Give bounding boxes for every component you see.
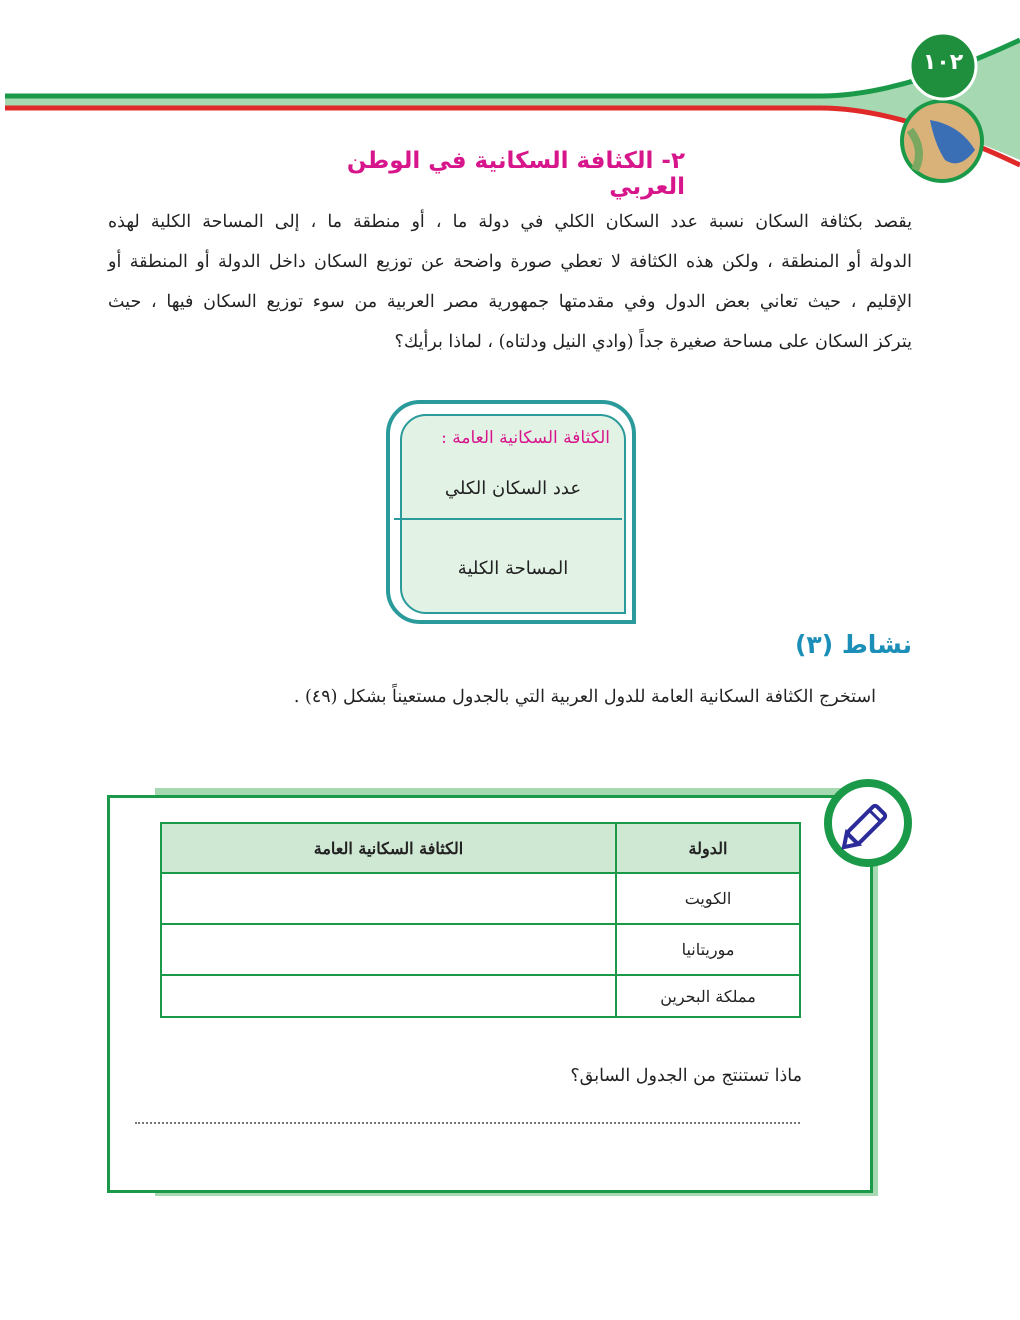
- paragraph-line: يتركز السكان على مساحة صغيرة جداً (وادي النيل ودلتاه) ، لماذا برأيك؟: [394, 332, 912, 352]
- country-cell: مملكة البحرين: [616, 975, 800, 1017]
- answer-line[interactable]: [135, 1110, 800, 1124]
- question-text: ماذا تستنتج من الجدول السابق؟: [570, 1066, 802, 1086]
- paragraph-line: الإقليم ، حيث تعاني بعض الدول وفي مقدمتها جمهورية مصر العربية من سوء توزيع السكان فيها ، حيث: [108, 292, 912, 312]
- activity-heading: نشاط (٣): [794, 630, 912, 659]
- section-title: ٢- الكثافة السكانية في الوطن العربي: [346, 148, 685, 200]
- formula-label: الكثافة السكانية العامة :: [441, 428, 610, 448]
- density-table: [160, 822, 801, 1018]
- header-density: الكثافة السكانية العامة: [161, 823, 616, 873]
- density-answer-cell[interactable]: [161, 924, 616, 975]
- density-answer-cell[interactable]: [161, 873, 616, 924]
- table-row: [161, 924, 800, 975]
- formula-box: [386, 400, 636, 624]
- map-thumbnail-icon: [902, 101, 982, 181]
- page-number: ١٠٢: [922, 50, 964, 75]
- activity-instruction: استخرج الكثافة السكانية العامة للدول العربية التي بالجدول مستعيناً بشكل (٤٩) .: [293, 687, 876, 707]
- country-cell: الكويت: [616, 873, 800, 924]
- fraction-line: [394, 518, 622, 520]
- paragraph-line: يقصد بكثافة السكان نسبة عدد السكان الكلي في دولة ما ، أو منطقة ما ، إلى المساحة الكلية لهذه: [108, 212, 912, 232]
- table-row: [161, 975, 800, 1017]
- table-header-row: [161, 823, 800, 873]
- pencil-icon: [822, 777, 914, 869]
- paragraph-line: الدولة أو المنطقة ، ولكن هذه الكثافة لا تعطي صورة واضحة عن توزيع السكان داخل الدولة أو المنطقة أو: [108, 252, 912, 272]
- header-country: الدولة: [616, 823, 800, 873]
- density-answer-cell[interactable]: [161, 975, 616, 1017]
- table-row: [161, 873, 800, 924]
- formula-denominator: المساحة الكلية: [457, 558, 569, 579]
- country-cell: موريتانيا: [616, 924, 800, 975]
- formula-numerator: عدد السكان الكلي: [444, 478, 582, 499]
